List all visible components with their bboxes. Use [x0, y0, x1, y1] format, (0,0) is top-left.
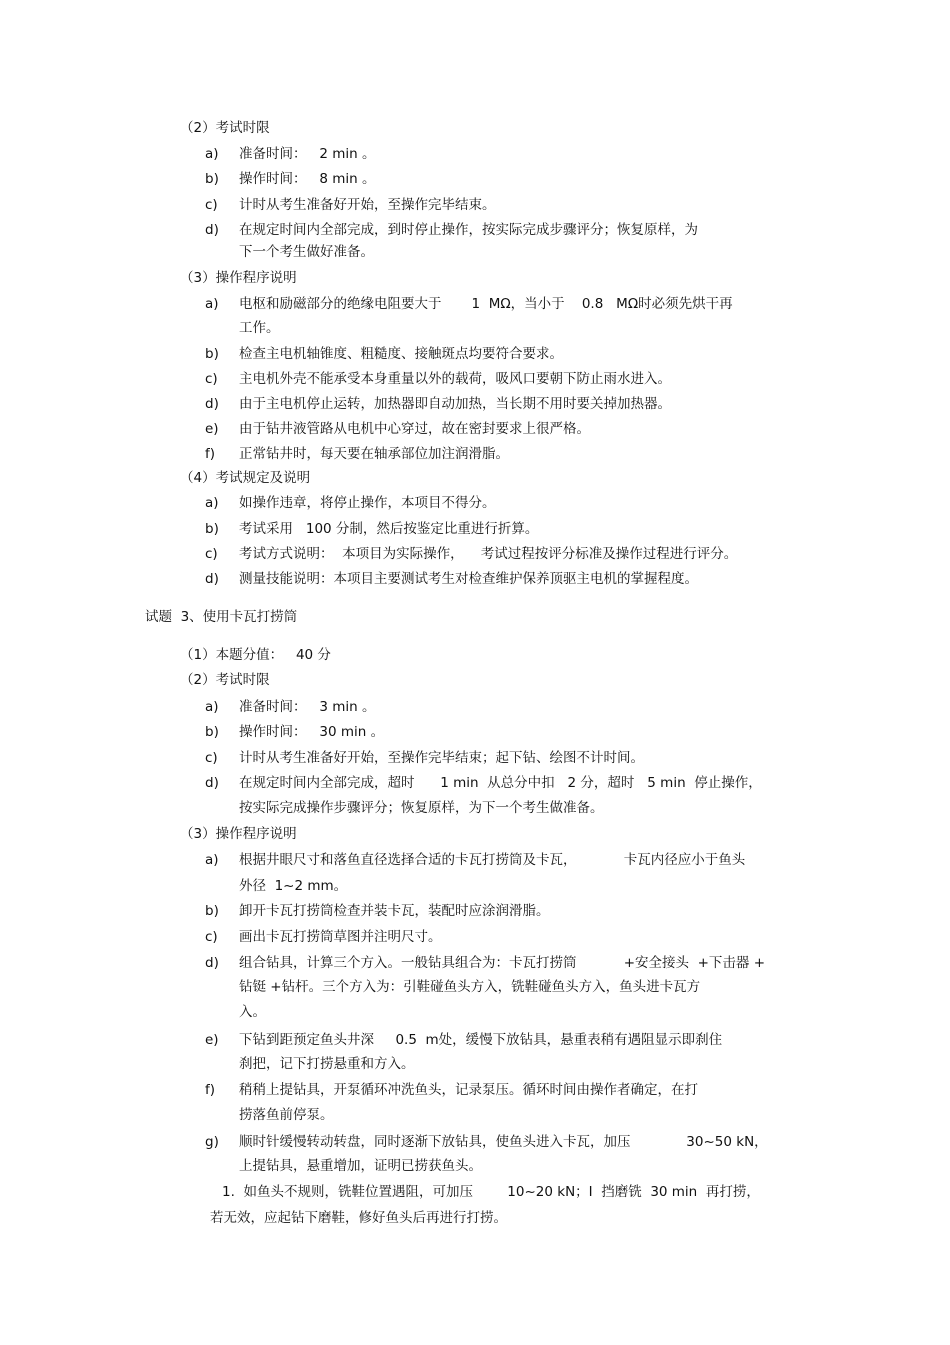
list-item-continuation: 工作。	[239, 320, 280, 336]
list-item-continuation: 下一个考生做好准备。	[239, 244, 374, 260]
list-item-text: 稍稍上提钻具，开泵循环冲洗鱼头，记录泵压。循环时间由操作者确定，在打	[239, 1082, 698, 1098]
list-label: a)	[205, 699, 219, 715]
list-item-text: 测量技能说明：本项目主要测试考生对检查维护保养顶驱主电机的掌握程度。	[239, 571, 698, 587]
list-item-text: 在规定时间内全部完成，到时停止操作，按实际完成步骤评分；恢复原样，为	[239, 222, 698, 238]
section-heading-procedure: （3）操作程序说明	[180, 270, 297, 286]
list-label: a)	[205, 852, 219, 868]
list-label: c)	[205, 929, 218, 945]
list-label: b)	[205, 903, 219, 919]
section-heading-rules: （4）考试规定及说明	[180, 470, 311, 486]
list-item-text: 顺时针缓慢转动转盘，同时逐渐下放钻具，使鱼头进入卡瓦，加压 30~50 kN，	[239, 1134, 768, 1150]
list-item-text: 如操作违章，将停止操作，本项目不得分。	[239, 495, 496, 511]
list-label: g)	[205, 1134, 219, 1150]
list-label: b)	[205, 171, 219, 187]
list-item-continuation: 入。	[239, 1004, 266, 1020]
list-item-text: 组合钻具，计算三个方入。一般钻具组合为：卡瓦打捞筒 +安全接头 +下击器 +	[239, 955, 766, 971]
list-label: f)	[205, 1082, 216, 1098]
list-label: c)	[205, 750, 218, 766]
list-label: a)	[205, 495, 219, 511]
list-label: d)	[205, 396, 219, 412]
list-item-text: 电枢和励磁部分的绝缘电阻要大于 1 MΩ，当小于 0.8 MΩ时必须先烘干再	[239, 296, 733, 312]
list-item-continuation: 按实际完成操作步骤评分；恢复原样，为下一个考生做准备。	[239, 800, 604, 816]
list-item-text: 正常钻井时，每天要在轴承部位加注润滑脂。	[239, 446, 509, 462]
list-label: b)	[205, 724, 219, 740]
list-label: b)	[205, 346, 219, 362]
list-label: c)	[205, 371, 218, 387]
section-heading-time-limit: （2）考试时限	[180, 120, 270, 136]
question-score: （1）本题分值： 40 分	[180, 647, 331, 663]
list-item-text: 卸开卡瓦打捞筒检查并装卡瓦，装配时应涂润滑脂。	[239, 903, 550, 919]
list-item-text: 检查主电机轴锥度、粗糙度、接触斑点均要符合要求。	[239, 346, 563, 362]
list-item-continuation: 捞落鱼前停泵。	[239, 1107, 334, 1123]
list-item-text: 准备时间： 3 min 。	[239, 699, 376, 715]
list-item-continuation: 外径 1~2 mm。	[239, 878, 348, 894]
list-item-text: 根据井眼尺寸和落鱼直径选择合适的卡瓦打捞筒及卡瓦， 卡瓦内径应小于鱼头	[239, 852, 746, 868]
list-label: e)	[205, 421, 219, 437]
list-item-text: 画出卡瓦打捞筒草图并注明尺寸。	[239, 929, 442, 945]
section-heading-procedure: （3）操作程序说明	[180, 826, 297, 842]
list-item-text: 操作时间： 30 min 。	[239, 724, 385, 740]
list-item-text: 由于钻井液管路从电机中心穿过，故在密封要求上很严格。	[239, 421, 590, 437]
list-item-text: 主电机外壳不能承受本身重量以外的载荷，吸风口要朝下防止雨水进入。	[239, 371, 671, 387]
list-label: d)	[205, 955, 219, 971]
list-item-continuation: 刹把，记下打捞悬重和方入。	[239, 1056, 415, 1072]
list-label: d)	[205, 775, 219, 791]
section-heading-time-limit: （2）考试时限	[180, 672, 270, 688]
question-title: 试题 3、使用卡瓦打捞筒	[145, 609, 298, 625]
list-item-text: 计时从考生准备好开始，至操作完毕结束。	[239, 197, 496, 213]
list-item-text: 由于主电机停止运转，加热器即自动加热，当长期不用时要关掉加热器。	[239, 396, 671, 412]
note-line: 1. 如鱼头不规则，铣鞋位置遇阻，可加压 10~20 kN；I 挡磨铣 30 min 再打捞，	[222, 1184, 760, 1200]
list-item-continuation: 上提钻具，悬重增加，证明已捞获鱼头。	[239, 1158, 482, 1174]
list-label: d)	[205, 222, 219, 238]
list-item-continuation: 钻铤 +钻杆。三个方入为：引鞋碰鱼头方入，铣鞋碰鱼头方入，鱼头进卡瓦方	[239, 979, 701, 995]
list-label: e)	[205, 1032, 219, 1048]
list-item-text: 准备时间： 2 min 。	[239, 146, 376, 162]
list-item-text: 下钻到距预定鱼头井深 0.5 m处，缓慢下放钻具，悬重表稍有遇阻显示即刹住	[239, 1032, 723, 1048]
list-label: c)	[205, 197, 218, 213]
list-label: a)	[205, 296, 219, 312]
list-label: a)	[205, 146, 219, 162]
list-label: d)	[205, 571, 219, 587]
list-item-text: 考试采用 100 分制，然后按鉴定比重进行折算。	[239, 521, 539, 537]
list-label: c)	[205, 546, 218, 562]
list-label: f)	[205, 446, 216, 462]
note-line: 若无效，应起钻下磨鞋，修好鱼头后再进行打捞。	[210, 1210, 507, 1226]
list-item-text: 计时从考生准备好开始，至操作完毕结束；起下钻、绘图不计时间。	[239, 750, 644, 766]
list-item-text: 操作时间： 8 min 。	[239, 171, 376, 187]
list-item-text: 考试方式说明： 本项目为实际操作， 考试过程按评分标准及操作过程进行评分。	[239, 546, 738, 562]
list-label: b)	[205, 521, 219, 537]
list-item-text: 在规定时间内全部完成，超时 1 min 从总分中扣 2 分，超时 5 min 停止操作，	[239, 775, 762, 791]
